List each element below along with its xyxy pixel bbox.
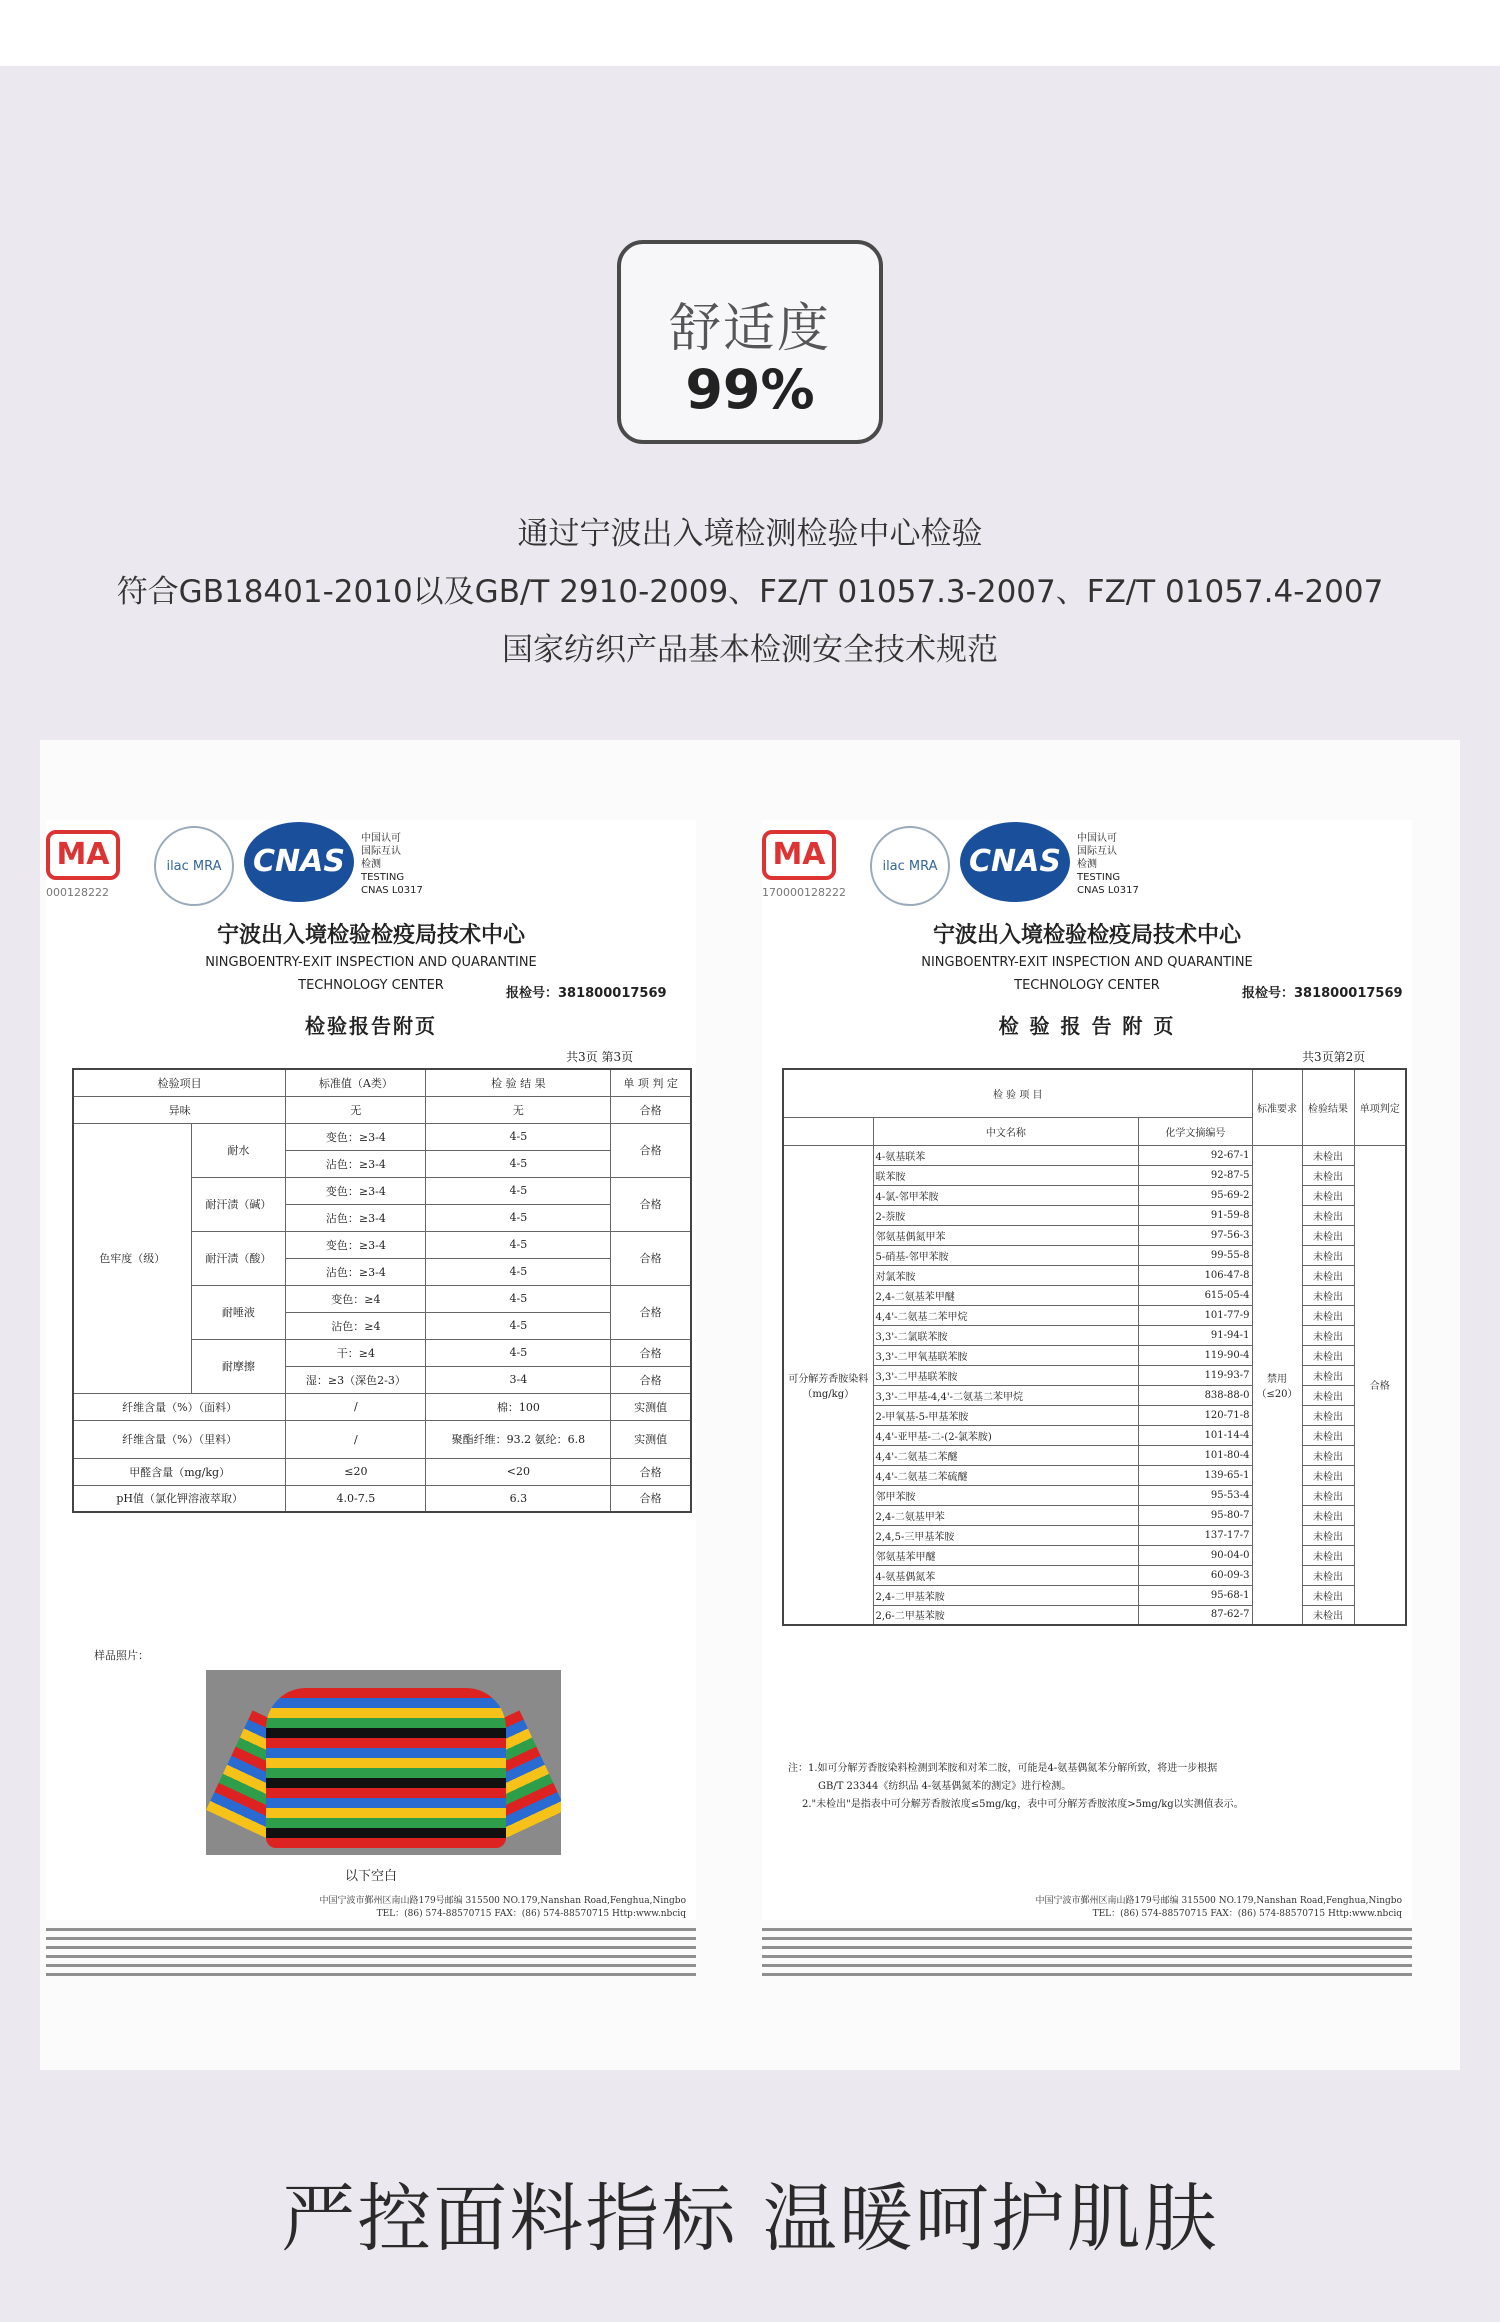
fine-print [762,1928,1412,1978]
table-header: 检验项目 标准值（A类） 检 验 结 果 单 项 判 定 [73,1069,691,1096]
table-row: 2,4-二氨基苯甲醚 615-05-4 未检出 [783,1285,1406,1305]
cnas-label: 中国认可 国际互认 检测 TESTING CNAS L0317 [1077,833,1139,896]
table-row: 2,4-二甲基苯胺 95-68-1 未检出 [783,1585,1406,1605]
table-row: 4,4'-二氨基二苯硫醚 139-65-1 未检出 [783,1465,1406,1485]
table-row: 邻氨基苯甲醚 90-04-0 未检出 [783,1545,1406,1565]
table-row: 2,4,5-三甲基苯胺 137-17-7 未检出 [783,1525,1406,1545]
table-header: 检 验 项 目 标准要求 检验结果 单项判定 [783,1069,1406,1117]
cma-logo: MA [46,830,120,880]
report-page-left [46,820,696,1920]
table-row: 对氯苯胺 106-47-8 未检出 [783,1265,1406,1285]
table-row: 沾色：≥4 4-5 [73,1312,691,1339]
table-row: 3,3'-二甲基-4,4'-二氨基二苯甲烷 838-88-0 未检出 [783,1385,1406,1405]
comfort-badge-title: 舒适度 [668,299,831,359]
lab-address: 中国宁波市鄞州区南山路179号邮编 315500 NO.179,Nanshan Road,Fenghua,Ningbo TEL：(86) 574-88570715 FAX：(86) 574-88570715 Http:www.nbciq [319,1896,686,1919]
table-row: 2-萘胺 91-59-8 未检出 [783,1205,1406,1225]
table-row: 甲醛含量（mg/kg） ≤20 <20 合格 [73,1458,691,1485]
table-row: 沾色：≥3-4 4-5 [73,1150,691,1177]
amine-table [782,1068,1407,1626]
cnas-logo: CNAS [960,822,1070,902]
table-row: 湿：≥3（深色2-3） 3-4 合格 [73,1366,691,1393]
comfort-badge [617,240,883,444]
report-number: 报检号：381800017569 [506,986,667,1001]
table-row: 4,4'-二氨基二苯甲烷 101-77-9 未检出 [783,1305,1406,1325]
table-row: 色牢度（级） 耐水 变色：≥3-4 4-5 合格 [73,1123,691,1150]
table-row: 4-氨基偶氮苯 60-09-3 未检出 [783,1565,1406,1585]
fastness-table [72,1068,692,1513]
table-row: 邻甲苯胺 95-53-4 未检出 [783,1485,1406,1505]
table-row: 2,6-二甲基苯胺 87-62-7 未检出 [783,1605,1406,1625]
report-title: 检 验 报 告 附 页 [998,1014,1176,1038]
logo-row [762,820,1412,930]
cnas-label: 中国认可 国际互认 检测 TESTING CNAS L0317 [361,833,423,896]
org-name: 宁波出入境检验检疫局技术中心 NINGBOENTRY-EXIT INSPECTION AND QUARANTINE TECHNOLOGY CENTER [921,922,1253,993]
top-band [0,0,1500,66]
table-row: 3,3'-二氯联苯胺 91-94-1 未检出 [783,1325,1406,1345]
table-row: 纤维含量（%）（面料） / 棉：100 实测值 [73,1393,691,1420]
sweater-body [266,1688,506,1848]
org-name: 宁波出入境检验检疫局技术中心 NINGBOENTRY-EXIT INSPECTION AND QUARANTINE TECHNOLOGY CENTER [205,922,537,993]
table-row: 邻氨基偶氮甲苯 97-56-3 未检出 [783,1225,1406,1245]
report-panel [40,740,1460,2070]
table-row: 沾色：≥3-4 4-5 [73,1204,691,1231]
cma-cert-number: 000128222 [46,886,109,899]
page-indicator: 共3页第2页 [1302,1050,1366,1064]
cma-logo: MA [762,830,836,880]
cma-cert-number: 170000128222 [762,886,846,899]
table-row: 4-氯-邻甲苯胺 95-69-2 未检出 [783,1185,1406,1205]
table-row: 4,4'-二氨基二苯醚 101-80-4 未检出 [783,1445,1406,1465]
page-indicator: 共3页 第3页 [566,1050,634,1064]
table-row: 耐汗渍（碱） 变色：≥3-4 4-5 合格 [73,1177,691,1204]
fine-print [46,1928,696,1978]
table-row: pH值（氯化钾溶液萃取） 4.0-7.5 6.3 合格 [73,1485,691,1512]
table-row: 纤维含量（%）（里料） / 聚酯纤维：93.2 氨纶：6.8 实测值 [73,1420,691,1458]
table-row: 5-硝基-邻甲苯胺 99-55-8 未检出 [783,1245,1406,1265]
report-number: 报检号：381800017569 [1242,986,1403,1001]
comfort-badge-value: 99% [685,358,815,421]
sample-photo-label: 样品照片： [94,1649,149,1662]
sample-photo [206,1670,561,1855]
table-row: 耐摩擦 干：≥4 4-5 合格 [73,1339,691,1366]
report-page-right [762,820,1412,1920]
table-row: 联苯胺 92-87-5 未检出 [783,1165,1406,1185]
ilac-logo: ilac MRA [154,826,234,906]
table-row: 异味 无 无 合格 [73,1096,691,1123]
cnas-logo: CNAS [244,822,354,902]
report-title: 检验报告附页 [305,1014,437,1038]
lab-address: 中国宁波市鄞州区南山路179号邮编 315500 NO.179,Nanshan Road,Fenghua,Ningbo TEL：(86) 574-88570715 FAX：(86) 574-88570715 Http:www.nbciq [1035,1896,1402,1919]
table-row: 3,3'-二甲基联苯胺 119-93-7 未检出 [783,1365,1406,1385]
ilac-logo: ilac MRA [870,826,950,906]
intro-line-2: 符合GB18401-2010以及GB/T 2910-2009、FZ/T 01057.3-2007、FZ/T 01057.4-2007 [116,574,1384,610]
table-row: 2-甲氧基-5-甲基苯胺 120-71-8 未检出 [783,1405,1406,1425]
intro-line-1: 通过宁波出入境检测检验中心检验 [517,516,983,552]
intro-line-3: 国家纺织产品基本检测安全技术规范 [502,632,998,668]
table-row: 4,4'-亚甲基-二-(2-氯苯胺) 101-14-4 未检出 [783,1425,1406,1445]
blank-below-marker: 以下空白 [344,1869,397,1884]
table-row: 沾色：≥3-4 4-5 [73,1258,691,1285]
table-row: 3,3'-二甲氧基联苯胺 119-90-4 未检出 [783,1345,1406,1365]
table-row: 耐汗渍（酸） 变色：≥3-4 4-5 合格 [73,1231,691,1258]
table-row: 耐唾液 变色：≥4 4-5 合格 [73,1285,691,1312]
table-row: 可分解芳香胺染料（mg/kg） 4-氨基联苯 92-67-1 禁用（≤20） 未检出 合格 [783,1145,1406,1165]
table-notes: 注：1.如可分解芳香胺染料检测到苯胺和对苯二胺，可能是4-氨基偶氮苯分解所致，将进一步根据 GB/T 23344《纺织品 4-氨基偶氮苯的测定》进行检测。 2."未检出"是指表中可分解芳香胺浓度≤5mg/kg，表中可分解芳香胺浓度>5mg/kg以实测值表示。 [788,1763,1244,1810]
slogan: 严控面料指标 温暖呵护肌肤 [281,2176,1219,2262]
table-subheader: 中文名称 化学文摘编号 [783,1117,1406,1145]
logo-row [46,820,696,930]
table-row: 2,4-二氨基甲苯 95-80-7 未检出 [783,1505,1406,1525]
